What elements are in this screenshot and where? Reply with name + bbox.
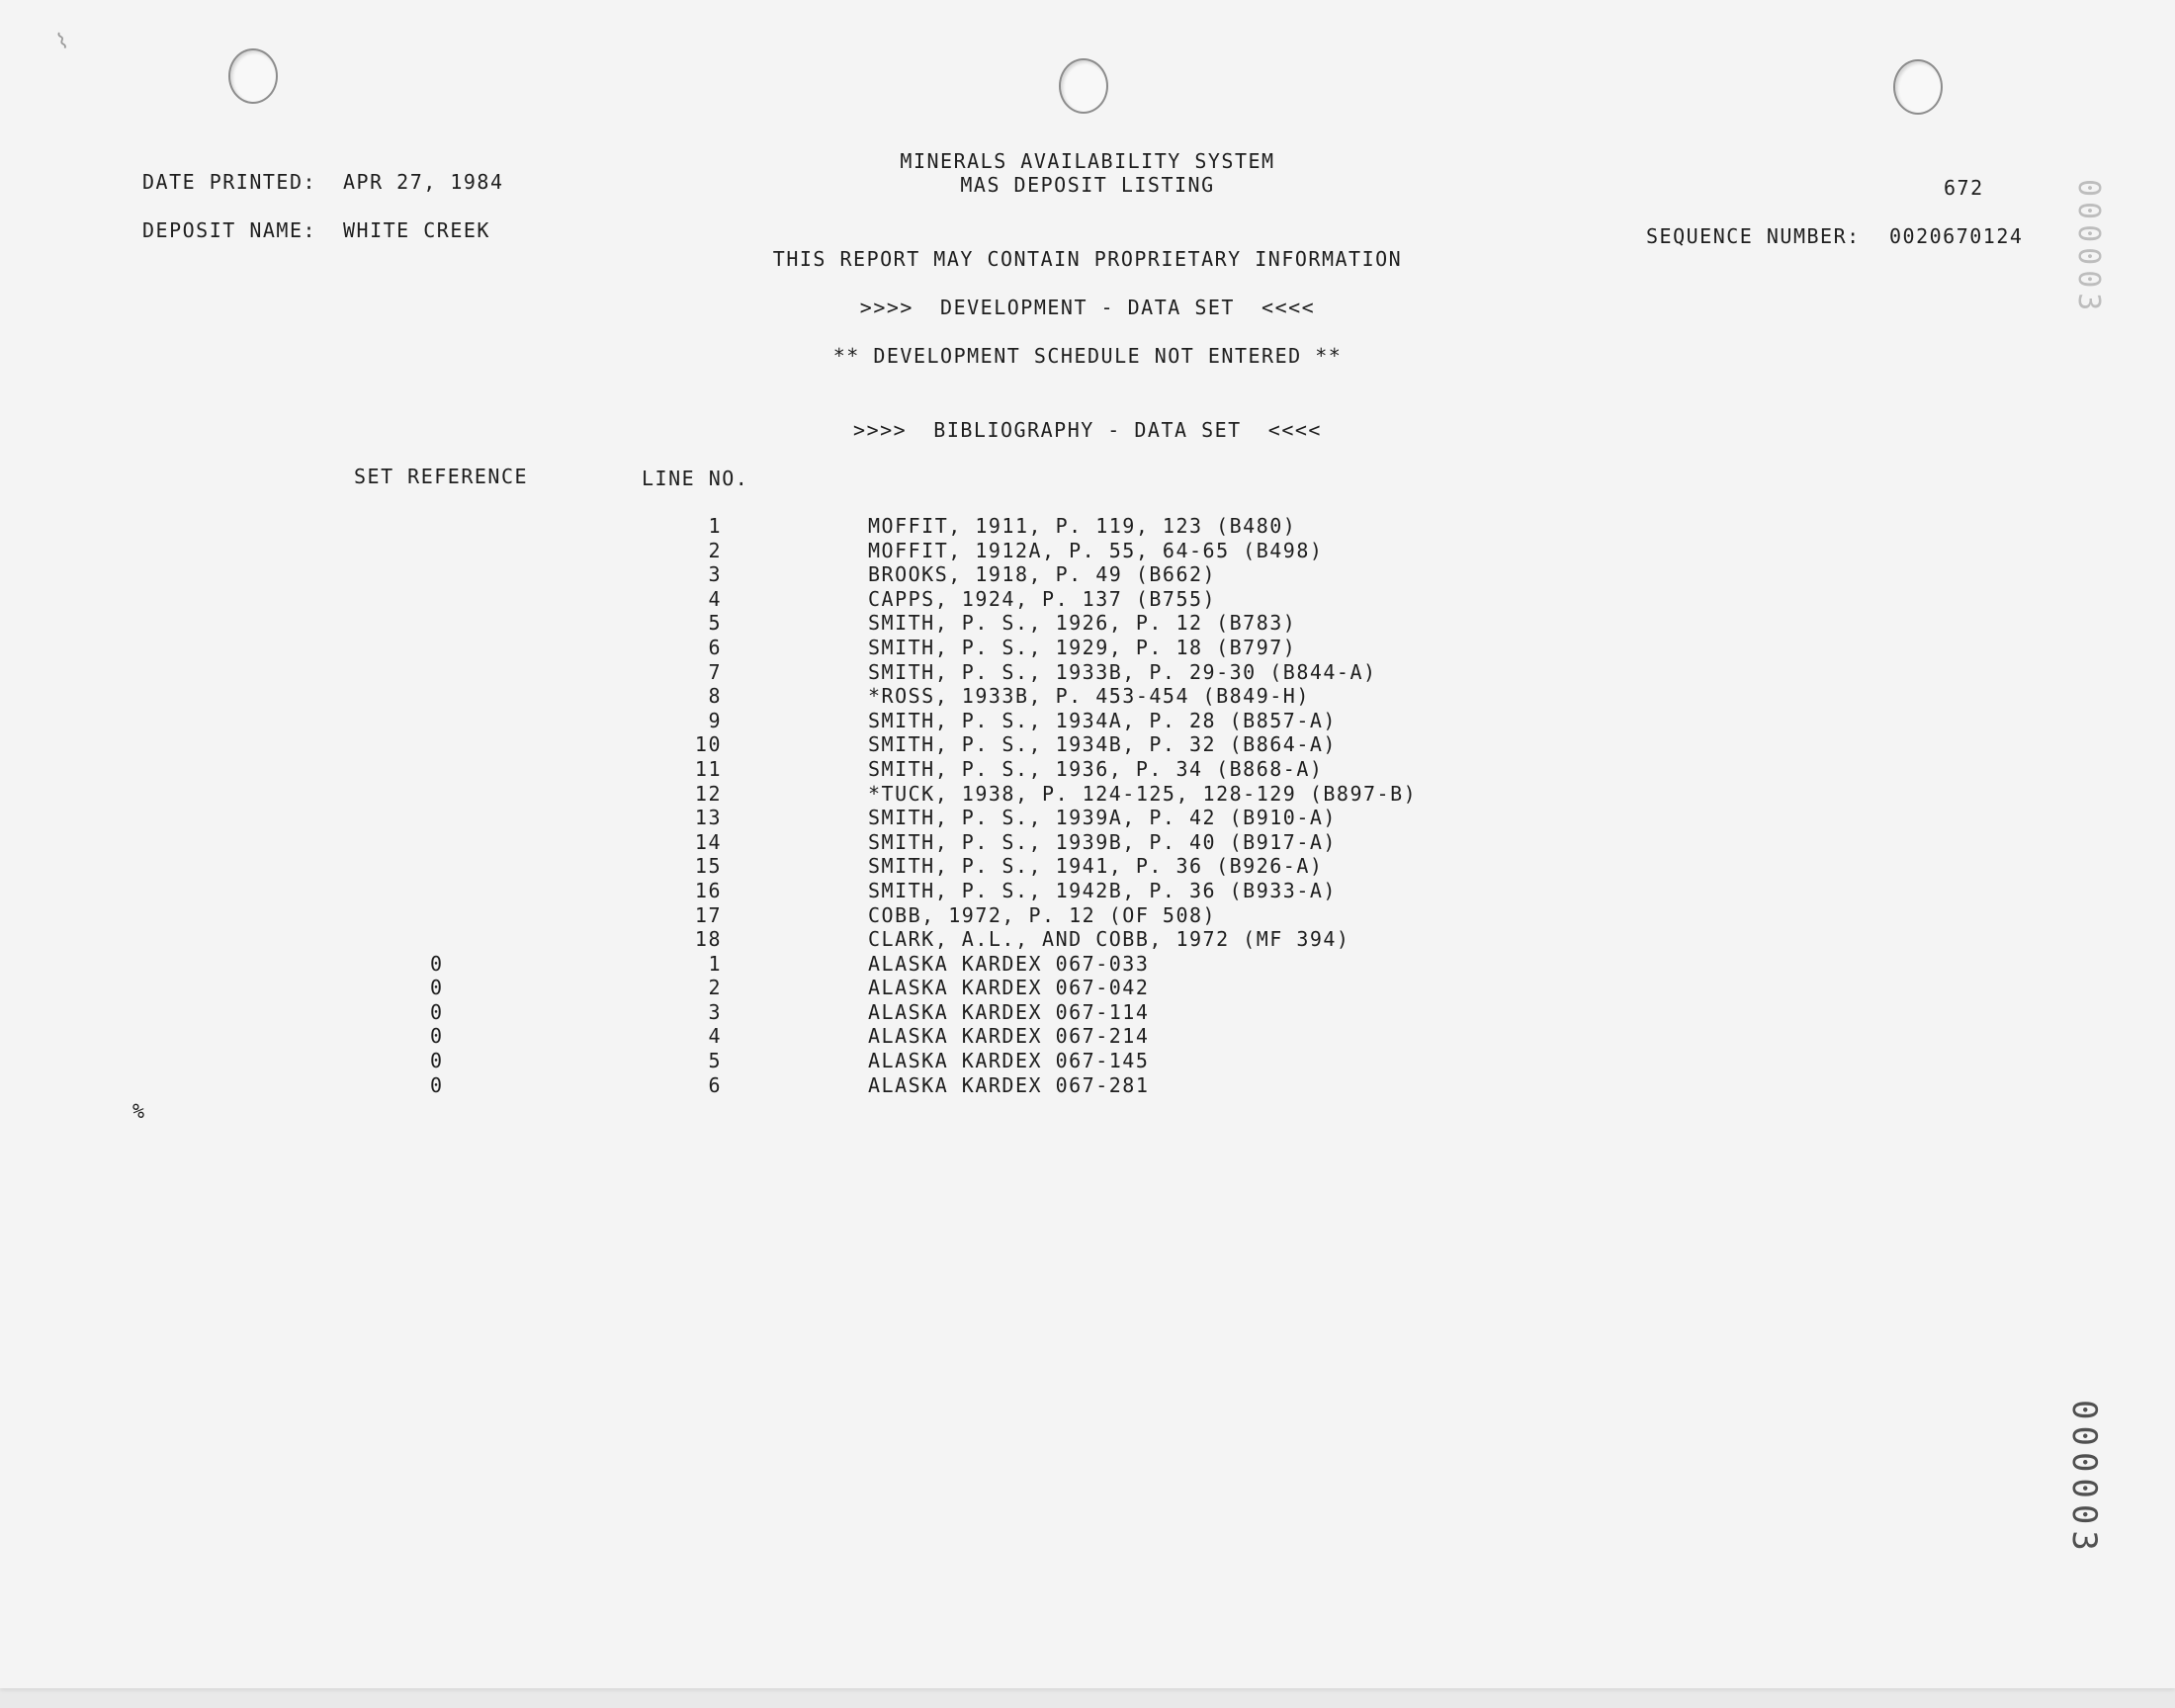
set-reference-cell: 0 bbox=[430, 1049, 444, 1073]
line-number-cell: 12 bbox=[694, 781, 722, 806]
bibliography-row bbox=[0, 1024, 2175, 1049]
line-number-cell: 6 bbox=[708, 1072, 722, 1097]
bibliography-row bbox=[0, 514, 2175, 539]
reference-cell: ALASKA KARDEX 067-033 bbox=[868, 951, 1150, 976]
reference-cell: SMITH, P. S., 1942B, P. 36 (B933-A) bbox=[868, 878, 1337, 902]
line-number-cell: 6 bbox=[708, 635, 722, 659]
end-of-listing-mark: % bbox=[132, 1099, 146, 1123]
bibliography-heading: >>>> BIBLIOGRAPHY - DATA SET <<<< bbox=[853, 418, 1322, 442]
reference-cell: ALASKA KARDEX 067-281 bbox=[868, 1072, 1150, 1097]
reference-cell: SMITH, P. S., 1934B, P. 32 (B864-A) bbox=[868, 732, 1337, 757]
set-reference-cell: 0 bbox=[430, 951, 444, 976]
reference-cell: SMITH, P. S., 1936, P. 34 (B868-A) bbox=[868, 756, 1324, 781]
line-number-cell: 10 bbox=[694, 732, 722, 757]
deposit-name-label: DEPOSIT NAME: bbox=[142, 218, 317, 242]
reference-cell: *ROSS, 1933B, P. 453-454 (B849-H) bbox=[868, 684, 1310, 709]
reference-cell: SMITH, P. S., 1939B, P. 40 (B917-A) bbox=[868, 829, 1337, 854]
reference-cell: CLARK, A.L., AND COBB, 1972 (MF 394) bbox=[868, 927, 1350, 952]
reference-cell: SMITH, P. S., 1933B, P. 29-30 (B844-A) bbox=[868, 659, 1377, 684]
punch-hole-left bbox=[228, 48, 278, 104]
bibliography-row bbox=[0, 1073, 2175, 1098]
bibliography-row bbox=[0, 709, 2175, 733]
line-number-cell: 5 bbox=[708, 1049, 722, 1073]
line-number-cell: 17 bbox=[694, 902, 722, 927]
bibliography-row bbox=[0, 879, 2175, 903]
page-number: 672 bbox=[1944, 176, 1984, 200]
punch-hole-center bbox=[1059, 58, 1108, 114]
bibliography-row bbox=[0, 903, 2175, 928]
sequence-number-label: SEQUENCE NUMBER: bbox=[1646, 224, 1861, 248]
line-number-cell: 15 bbox=[694, 854, 722, 879]
development-note: ** DEVELOPMENT SCHEDULE NOT ENTERED ** bbox=[832, 344, 1343, 368]
line-number-cell: 4 bbox=[708, 1024, 722, 1049]
set-reference-cell: 0 bbox=[430, 1072, 444, 1097]
line-number-cell: 9 bbox=[708, 708, 722, 732]
reference-cell: *TUCK, 1938, P. 124-125, 128-129 (B897-B) bbox=[868, 781, 1418, 806]
reference-cell: SMITH, P. S., 1929, P. 18 (B797) bbox=[868, 635, 1297, 659]
line-number-cell: 3 bbox=[708, 562, 722, 587]
document-stamp-number: 000003 bbox=[2064, 1399, 2104, 1557]
column-header-set-reference: SET REFERENCE bbox=[354, 465, 529, 488]
bibliography-row bbox=[0, 684, 2175, 709]
line-number-cell: 11 bbox=[694, 756, 722, 781]
bibliography-row bbox=[0, 732, 2175, 757]
reference-cell: ALASKA KARDEX 067-145 bbox=[868, 1049, 1150, 1073]
listing-title: MAS DEPOSIT LISTING bbox=[960, 173, 1215, 197]
line-number-cell: 2 bbox=[708, 976, 722, 1000]
bleed-through-stamp: 000003 bbox=[2071, 178, 2106, 316]
bibliography-row bbox=[0, 587, 2175, 612]
set-reference-cell: 0 bbox=[430, 999, 444, 1024]
reference-cell: SMITH, P. S., 1941, P. 36 (B926-A) bbox=[868, 854, 1324, 879]
line-number-cell: 2 bbox=[708, 538, 722, 562]
bibliography-row bbox=[0, 952, 2175, 977]
reference-cell: CAPPS, 1924, P. 137 (B755) bbox=[868, 586, 1217, 611]
bibliography-row bbox=[0, 976, 2175, 1000]
line-number-cell: 5 bbox=[708, 611, 722, 636]
reference-cell: MOFFIT, 1912A, P. 55, 64-65 (B498) bbox=[868, 538, 1324, 562]
bibliography-row bbox=[0, 757, 2175, 782]
bibliography-row bbox=[0, 1049, 2175, 1073]
reference-cell: ALASKA KARDEX 067-042 bbox=[868, 976, 1150, 1000]
reference-cell: ALASKA KARDEX 067-214 bbox=[868, 1024, 1150, 1049]
line-number-cell: 18 bbox=[694, 927, 722, 952]
bibliography-list bbox=[0, 514, 2175, 1097]
line-number-cell: 1 bbox=[708, 951, 722, 976]
sequence-number-value: 0020670124 bbox=[1889, 224, 2024, 248]
reference-cell: MOFFIT, 1911, P. 119, 123 (B480) bbox=[868, 514, 1297, 538]
deposit-name-value: WHITE CREEK bbox=[343, 218, 490, 242]
date-printed-value: APR 27, 1984 bbox=[343, 170, 504, 194]
date-printed-label: DATE PRINTED: bbox=[142, 170, 317, 194]
line-number-cell: 7 bbox=[708, 659, 722, 684]
reference-cell: COBB, 1972, P. 12 (OF 508) bbox=[868, 902, 1217, 927]
set-reference-cell: 0 bbox=[430, 1024, 444, 1049]
bibliography-row bbox=[0, 854, 2175, 879]
column-header-line-no: LINE NO. bbox=[642, 467, 749, 490]
bibliography-row bbox=[0, 636, 2175, 660]
bibliography-row bbox=[0, 830, 2175, 855]
line-number-cell: 1 bbox=[708, 514, 722, 538]
bibliography-row bbox=[0, 782, 2175, 807]
reference-cell: SMITH, P. S., 1939A, P. 42 (B910-A) bbox=[868, 806, 1337, 830]
bibliography-row bbox=[0, 562, 2175, 587]
reference-cell: SMITH, P. S., 1926, P. 12 (B783) bbox=[868, 611, 1297, 636]
line-number-cell: 4 bbox=[708, 586, 722, 611]
bibliography-row bbox=[0, 660, 2175, 685]
bibliography-row bbox=[0, 1000, 2175, 1025]
punch-hole-right bbox=[1893, 59, 1943, 115]
bibliography-row bbox=[0, 611, 2175, 636]
reference-cell: ALASKA KARDEX 067-114 bbox=[868, 999, 1150, 1024]
set-reference-cell: 0 bbox=[430, 976, 444, 1000]
bibliography-row bbox=[0, 806, 2175, 830]
reference-cell: BROOKS, 1918, P. 49 (B662) bbox=[868, 562, 1217, 587]
scan-mark-icon: ⌇ bbox=[53, 28, 72, 56]
line-number-cell: 8 bbox=[708, 684, 722, 709]
system-title: MINERALS AVAILABILITY SYSTEM bbox=[900, 149, 1275, 173]
line-number-cell: 16 bbox=[694, 878, 722, 902]
development-heading: >>>> DEVELOPMENT - DATA SET <<<< bbox=[859, 296, 1316, 319]
line-number-cell: 14 bbox=[694, 829, 722, 854]
bibliography-row bbox=[0, 539, 2175, 563]
proprietary-notice: THIS REPORT MAY CONTAIN PROPRIETARY INFORMATION bbox=[772, 247, 1403, 271]
line-number-cell: 3 bbox=[708, 999, 722, 1024]
bibliography-row bbox=[0, 927, 2175, 952]
line-number-cell: 13 bbox=[694, 806, 722, 830]
reference-cell: SMITH, P. S., 1934A, P. 28 (B857-A) bbox=[868, 708, 1337, 732]
